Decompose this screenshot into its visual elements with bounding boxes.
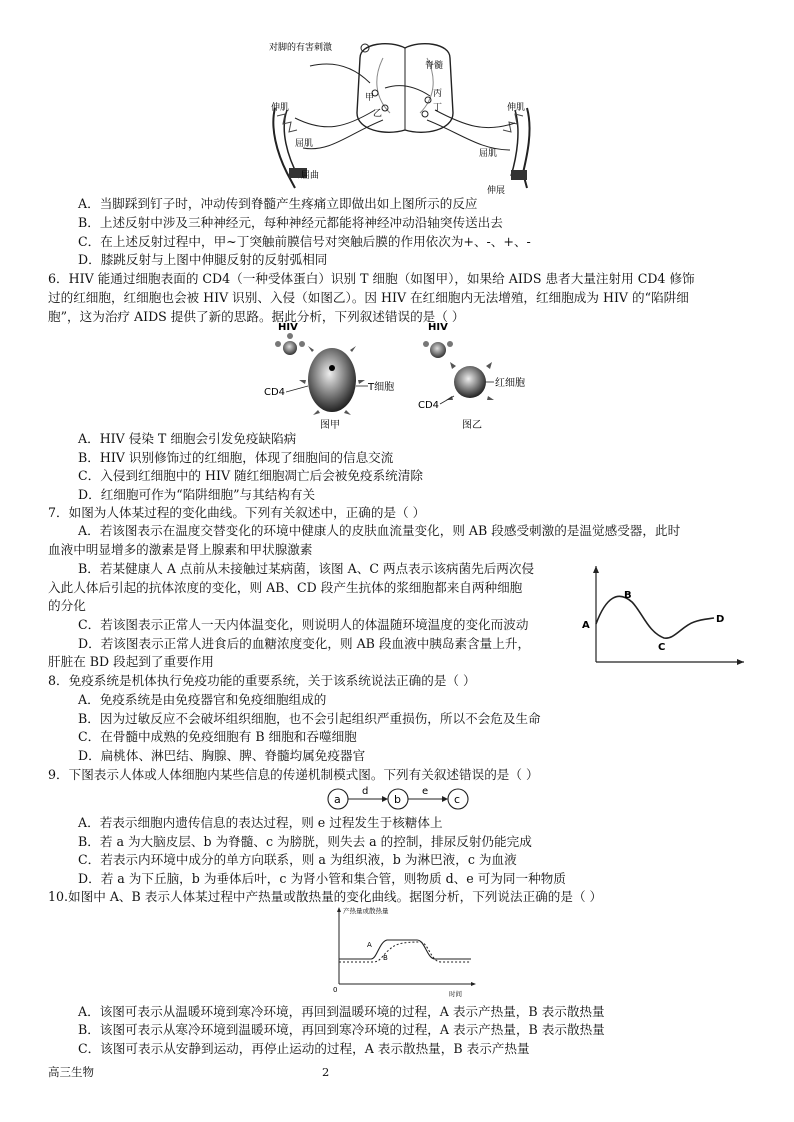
q10-heat-graph: [325, 904, 485, 1000]
q9-option-a: A．若表示细胞内遗传信息的表达过程，则 e 过程发生于核糖体上: [78, 815, 443, 830]
cd4-label-b: CD4: [418, 400, 440, 411]
caption-figure-a: 图甲: [320, 420, 340, 431]
q10-option-a: A．该图可表示从温暖环境到寒冷环境，再回到温暖环境的过程，A 表示产热量，B 表示散热量: [78, 1004, 605, 1019]
neuron-bing-label: 丙: [433, 89, 443, 99]
q7-point-a: A: [582, 620, 590, 631]
q7-point-b: B: [624, 590, 632, 601]
flex-action-label: 屈曲: [301, 171, 320, 181]
q7-point-c: C: [658, 642, 666, 653]
arrow-d-label: d: [362, 786, 369, 797]
q7-stem: 7．如图为人体某过程的变化曲线。下列有关叙述中，正确的是（ ）: [48, 505, 426, 520]
q10-origin: 0: [333, 986, 338, 994]
q5-option-b: B．上述反射中涉及三种神经元，每种神经元都能将神经冲动沿轴突传送出去: [78, 215, 503, 230]
q9-stem: 9．下图表示人体或人体细胞内某些信息的传递机制模式图。下列有关叙述错误的是（ ）: [48, 767, 539, 782]
q6-stem-line3: 胞”，这为治疗 AIDS 提供了新的思路。据此分析，下列叙述错误的是（ ）: [48, 309, 465, 324]
q10-stem: 10.如图中 A、B 表示人体某过程中产热量或散热量的变化曲线。据图分析，下列说法正确的是（ ）: [48, 889, 603, 904]
q6-stem-line1: 6．HIV 能通过细胞表面的 CD4（一种受体蛋白）识别 T 细胞（如图甲），如果给 AIDS 患者大量注射用 CD4 修饰: [48, 271, 695, 286]
q9-option-c: C．若表示内环境中成分的单方向联系，则 a 为组织液，b 为淋巴液，c 为血液: [78, 852, 517, 867]
hiv-virus-b: [430, 342, 446, 358]
node-b-label: b: [394, 793, 401, 806]
left-extensor-label: 伸肌: [271, 103, 290, 113]
q8-option-d: D．扁桃体、淋巴结、胸腺、脾、脊髓均属免疫器官: [78, 748, 366, 763]
q7-point-d: D: [716, 614, 725, 625]
cd4-label-a: CD4: [264, 387, 286, 398]
q7-option-a-line2: 血液中明显增多的激素是肾上腺素和甲状腺激素: [48, 542, 313, 557]
q7-option-b-line3: 的分化: [48, 598, 86, 613]
right-extensor-label: 伸肌: [507, 103, 526, 113]
neuron-jia-label: 甲: [365, 93, 375, 103]
footer-page-number: 2: [322, 1065, 330, 1079]
hiv-virus-a: [283, 341, 297, 355]
spinal-cord-label: 脊髓: [425, 61, 444, 71]
q10-option-c: C．该图可表示从安静到运动，再停止运动的过程，A 表示散热量，B 表示产热量: [78, 1041, 530, 1056]
t-cell-body: [308, 348, 356, 412]
q6-stem-line2: 过的红细胞，红细胞也会被 HIV 识别、入侵（如图乙）。因 HIV 在红细胞内无法增殖，红细胞成为 HIV 的“陷阱细: [48, 290, 689, 305]
q8-option-c: C．在骨髓中成熟的免疫细胞有 B 细胞和吞噬细胞: [78, 729, 357, 744]
footer-subject: 高三生物: [48, 1065, 94, 1079]
q6-option-c: C．入侵到红细胞中的 HIV 随红细胞凋亡后会被免疫系统清除: [78, 468, 423, 483]
q7-option-c: C．若该图表示正常人一天内体温变化，则说明人的体温随环境温度的变化而波动: [78, 617, 529, 632]
q9-option-d: D．若 a 为下丘脑，b 为垂体后叶，c 为肾小管和集合管，则物质 d、e 可为同一种物质: [78, 871, 566, 886]
left-flexor-label: 屈肌: [295, 139, 314, 149]
q6-option-d: D．红细胞可作为“陷阱细胞”与其结构有关: [78, 487, 316, 502]
node-c-label: c: [454, 793, 461, 806]
reflex-arc-diagram: [265, 38, 550, 198]
q7-option-d-line2: 肝脏在 BD 段起到了重要作用: [48, 654, 214, 669]
caption-figure-b: 图乙: [462, 420, 482, 431]
hiv-label-b: HIV: [428, 322, 448, 333]
q10-curve-b-label: B: [383, 954, 388, 962]
q10-y-label: 产热量或散热量: [343, 907, 389, 915]
q7-option-d-line1: D．若该图表示正常人进食后的血糖浓度变化，则 AB 段血液中胰岛素含量上升，: [78, 636, 531, 651]
q10-x-label: 时间: [449, 990, 462, 998]
q7-curve: [596, 596, 714, 638]
node-a-label: a: [334, 793, 341, 806]
stimulus-label: 对脚的有害刺激: [269, 43, 333, 53]
q10-curve-a-label: A: [367, 941, 372, 949]
q10-option-b: B．该图可表示从寒冷环境到温暖环境，再回到寒冷环境的过程，A 表示产热量，B 表示散热量: [78, 1022, 605, 1037]
q6-option-a: A．HIV 侵染 T 细胞会引发免疫缺陷病: [78, 431, 297, 446]
extend-action-label: 伸展: [487, 186, 506, 196]
hiv-cell-figure: [260, 320, 530, 432]
q7-option-b-line2: 入此人体后引起的抗体浓度的变化，则 AB、CD 段产生抗体的浆细胞都来自两种细胞: [48, 580, 523, 595]
q7-option-b-line1: B．若某健康人 A 点前从未接触过某病菌，该图 A、C 两点表示该病菌先后两次侵: [78, 561, 535, 576]
q8-option-a: A．免疫系统是由免疫器官和免疫细胞组成的: [78, 692, 327, 707]
arrow-e-label: e: [422, 786, 429, 797]
hiv-label-a: HIV: [278, 322, 298, 333]
q9-flow-diagram: [320, 784, 480, 810]
neuron-ding-label: 丁: [433, 103, 443, 113]
q7-curve-graph: [578, 562, 748, 668]
q5-option-c: C．在上述反射过程中，甲~丁突触前膜信号对突触后膜的作用依次为+、-、+、-: [78, 234, 531, 249]
q8-option-b: B．因为过敏反应不会破坏组织细胞，也不会引起组织严重损伤，所以不会危及生命: [78, 711, 541, 726]
red-blood-cell-body: [454, 366, 486, 398]
q8-stem: 8．免疫系统是机体执行免疫功能的重要系统，关于该系统说法正确的是（ ）: [48, 673, 476, 688]
neuron-yi-label: 乙: [373, 109, 383, 119]
right-flexor-label: 屈肌: [479, 149, 498, 159]
q5-option-d: D．膝跳反射与上图中伸腿反射的反射弧相同: [78, 252, 328, 267]
t-cell-label: T细胞: [368, 382, 395, 393]
red-cell-label: 红细胞: [495, 378, 525, 389]
q7-option-a-line1: A．若该图表示在温度交替变化的环境中健康人的皮肤血流量变化，则 AB 段感受刺激的是温觉感受器，此时: [78, 523, 681, 538]
reflex-arc-figure: [265, 38, 550, 198]
q5-option-a: A．当脚踩到钉子时，冲动传到脊髓产生疼痛立即做出如上图所示的反应: [78, 196, 478, 211]
q6-option-b: B．HIV 识别修饰过的红细胞，体现了细胞间的信息交流: [78, 450, 394, 465]
q9-option-b: B．若 a 为大脑皮层、b 为脊髓、c 为膀胱，则失去 a 的控制，排尿反射仍能完成: [78, 834, 532, 849]
